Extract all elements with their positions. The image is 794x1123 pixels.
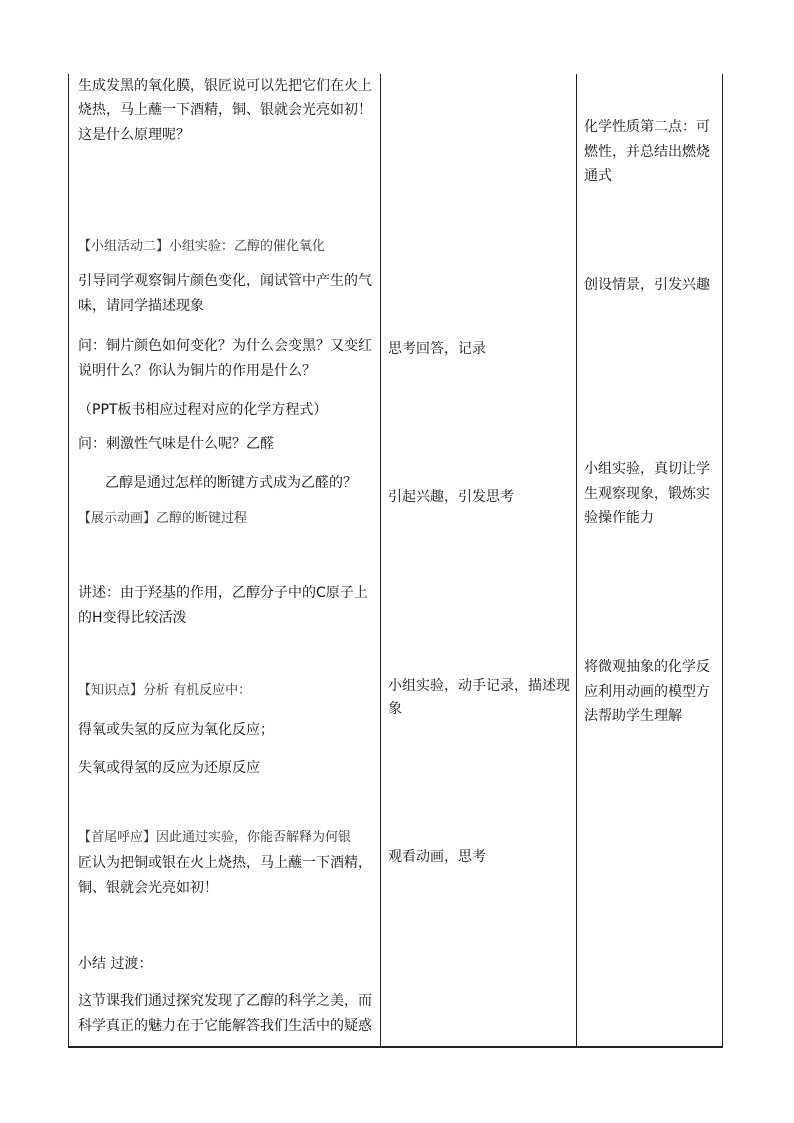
summary-line: 这节课我们通过探究发现了乙醇的科学之美，而 xyxy=(78,993,372,1009)
ppt-note: （PPT板书相应过程对应的化学方程式） xyxy=(78,402,328,418)
guide-line: 味，请同学描述现象 xyxy=(78,298,204,314)
explain-line: 的H变得比较活泼 xyxy=(78,610,187,626)
student-activity: 思考回答，记录 xyxy=(388,341,486,357)
design-intent-line: 应利用动画的模型方 xyxy=(584,684,710,700)
knowledge-heading: 【知识点】分析 有机反应中： xyxy=(78,683,252,698)
intro-line: 生成发黑的氧化膜，银匠说可以先把它们在火上 xyxy=(78,78,372,94)
intro-line: 烧热，马上蘸一下酒精，铜、银就会光亮如初！ xyxy=(78,102,372,118)
student-activity-line: 小组实验，动手记录，描述现 xyxy=(388,678,570,694)
echo-line: 匠认为把铜或银在火上烧热，马上蘸一下酒精， xyxy=(78,855,372,871)
design-intent-line: 法帮助学生理解 xyxy=(584,708,682,724)
animation-heading: 【展示动画】乙醇的断键过程 xyxy=(78,511,248,526)
guide-line: 引导同学观察铜片颜色变化，闻试管中产生的气 xyxy=(78,273,372,289)
intro-line: 这是什么原理呢？ xyxy=(78,127,190,143)
column-divider xyxy=(380,74,381,1046)
student-activity: 观看动画，思考 xyxy=(388,849,486,865)
question-line: 说明什么？你认为铜片的作用是什么？ xyxy=(78,363,316,379)
design-intent-line: 验操作能力 xyxy=(584,510,654,526)
question-line: 乙醇是通过怎样的断键方式成为乙醛的？ xyxy=(105,475,357,491)
activity-heading: 【小组活动二】小组实验：乙醇的催化氧化 xyxy=(78,239,326,254)
student-activity-line: 象 xyxy=(388,701,402,717)
student-activity: 引起兴趣，引发思考 xyxy=(388,489,514,505)
oxidation-rule: 得氧或失氢的反应为氧化反应； xyxy=(78,722,274,738)
design-intent-line: 生观察现象，锻炼实 xyxy=(584,486,710,502)
design-intent-line: 燃性，并总结出燃烧 xyxy=(584,144,710,160)
design-intent-line: 通式 xyxy=(584,168,612,184)
column-divider xyxy=(576,74,577,1046)
summary-label: 小结 过渡： xyxy=(78,956,153,972)
design-intent-line: 将微观抽象的化学反 xyxy=(584,659,710,675)
question-line: 问：刺激性气味是什么呢？乙醛 xyxy=(78,436,274,452)
design-intent: 创设情景，引发兴趣 xyxy=(584,277,710,293)
echo-line: 铜、银就会光亮如初！ xyxy=(78,880,218,896)
explain-line: 讲述：由于羟基的作用，乙醇分子中的C原子上 xyxy=(78,585,368,601)
design-intent-line: 小组实验，真切让学 xyxy=(584,461,710,477)
design-intent-line: 化学性质第二点：可 xyxy=(584,119,710,135)
reduction-rule: 失氧或得氢的反应为还原反应 xyxy=(78,760,260,776)
question-line: 问：铜片颜色如何变化？为什么会变黑？又变红 xyxy=(78,338,372,354)
summary-line: 科学真正的魅力在于它能解答我们生活中的疑惑 xyxy=(78,1018,372,1034)
echo-line: 【首尾呼应】因此通过实验，你能否解释为何银 xyxy=(78,830,352,845)
lesson-plan-table xyxy=(68,74,723,1048)
